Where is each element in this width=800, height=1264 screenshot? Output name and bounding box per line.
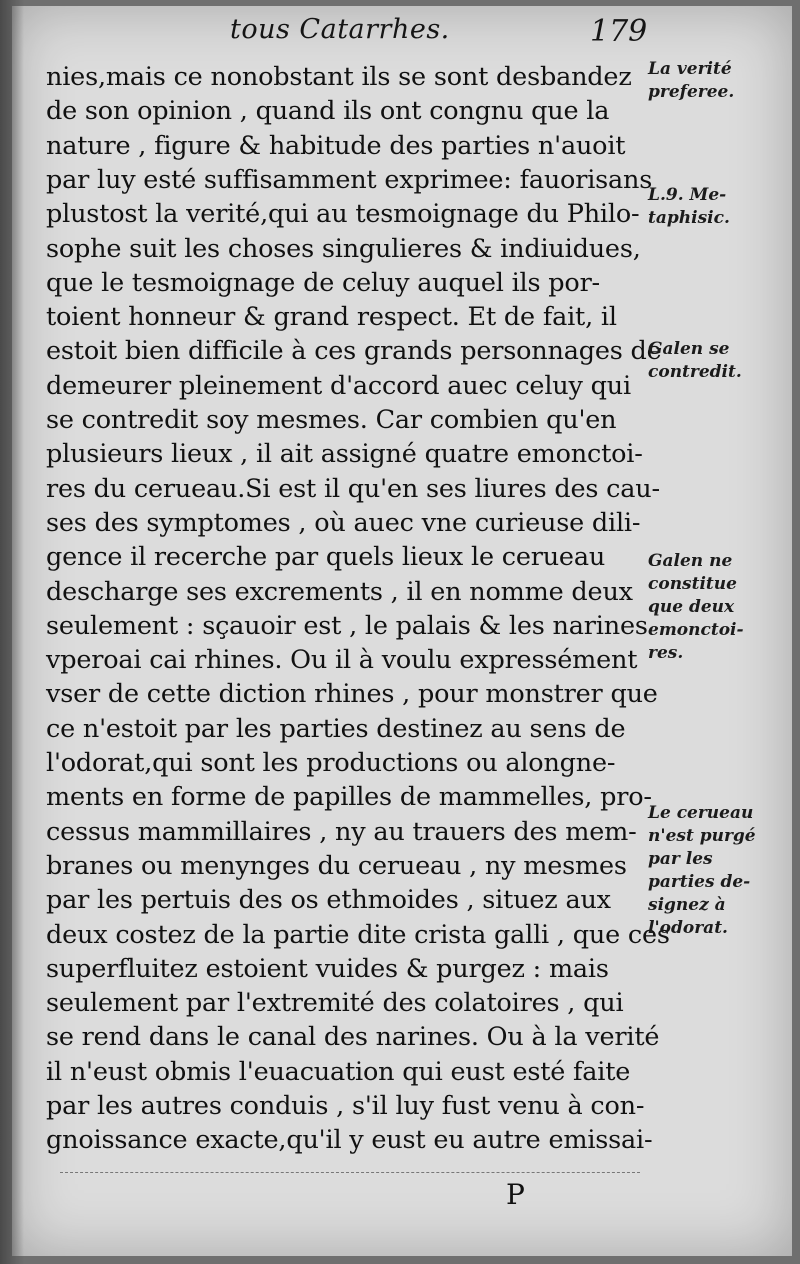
text-line: gnoissance exacte,qu'il y eust eu autre emissai- <box>46 1125 653 1156</box>
margin-note-line: constitue <box>648 574 737 594</box>
signature-mark: P <box>506 1178 525 1211</box>
margin-note-line: Galen se <box>648 339 730 359</box>
text-line: ce n'estoit par les parties destinez au sens de <box>46 713 626 744</box>
text-line: cessus mammillaires , ny au trauers des mem- <box>46 816 637 847</box>
text-line: gence il recerche par quels lieux le cerueau <box>46 542 606 573</box>
margin-note-line: emonctoi- <box>648 620 744 640</box>
margin-note-line: Le cerueau <box>648 803 754 823</box>
margin-note-line: preferee. <box>648 82 735 102</box>
text-line: branes ou menynges du cerueau , ny mesmes <box>46 850 627 881</box>
margin-note-line: L.9. Me- <box>648 185 727 205</box>
text-line: res du cerueau.Si est il qu'en ses liures des cau- <box>46 473 660 504</box>
text-line: l'odorat,qui sont les productions ou alongne- <box>46 748 616 778</box>
text-line: de son opinion , quand ils ont congnu que la <box>46 96 610 127</box>
margin-note-line: que deux <box>648 597 735 617</box>
text-line: nature , figure & habitude des parties n'auoit <box>46 130 626 161</box>
margin-note-line: taphisic. <box>648 208 730 228</box>
text-line: par luy esté suffisamment exprimee: fauorisans <box>46 164 653 195</box>
margin-note-line: res. <box>648 643 684 663</box>
margin-note-line: La verité <box>648 59 732 79</box>
margin-note-line: n'est purgé <box>648 826 756 846</box>
text-line: sophe suit les choses singulieres & indiuidues, <box>46 233 641 264</box>
text-line: vperoai cai rhines. Ou il à voulu expressément <box>46 645 638 676</box>
text-line: il n'eust obmis l'euacuation qui eust esté faite <box>46 1056 631 1087</box>
text-line: ments en forme de papilles de mammelles, pro- <box>46 782 652 813</box>
margin-note-line: par les <box>648 849 713 869</box>
text-line: demeurer pleinement d'accord auec celuy qui <box>46 370 631 401</box>
text-line: ses des symptomes , où auec vne curieuse dili- <box>46 507 641 538</box>
text-line: se contredit soy mesmes. Car combien qu'en <box>46 405 617 435</box>
text-line: se rend dans le canal des narines. Ou à la verité <box>46 1022 660 1053</box>
margin-note-line: parties de- <box>648 872 751 892</box>
margin-note-line: contredit. <box>648 362 742 382</box>
text-line: par les autres conduis , s'il luy fust venu à con- <box>46 1091 645 1121</box>
text-line: par les pertuis des os ethmoides , situez aux <box>46 885 611 916</box>
text-line: nies,mais ce nonobstant ils se sont desbandez <box>46 62 632 92</box>
text-line: plusieurs lieux , il ait assigné quatre emonctoi- <box>46 439 643 470</box>
text-line: superfluitez estoient vuides & purgez : mais <box>46 953 609 984</box>
text-line: vser de cette diction rhines , pour monstrer que <box>46 679 658 710</box>
text-line: que le tesmoignage de celuy auquel ils por- <box>46 267 600 298</box>
running-head: tous Catarrhes. <box>230 14 450 45</box>
bottom-rule <box>60 1172 640 1174</box>
text-line: estoit bien difficile à ces grands personnages de <box>46 336 662 367</box>
page-number: 179 <box>590 14 648 49</box>
margin-note-line: signez à <box>648 895 726 915</box>
text-line: plustost la verité,qui au tesmoignage du Philo- <box>46 199 640 230</box>
text-line: descharge ses excrements , il en nomme deux <box>46 576 633 607</box>
text-line: deux costez de la partie dite crista galli , que ces <box>46 919 670 950</box>
page-gutter-shadow <box>0 0 24 1264</box>
text-line: seulement par l'extremité des colatoires , qui <box>46 988 624 1019</box>
text-line: toient honneur & grand respect. Et de fait, il <box>46 302 617 333</box>
margin-note-line: Galen ne <box>648 551 733 571</box>
text-line: seulement : sçauoir est , le palais & les narines <box>46 610 648 641</box>
margin-note-line: l'odorat. <box>648 918 728 938</box>
